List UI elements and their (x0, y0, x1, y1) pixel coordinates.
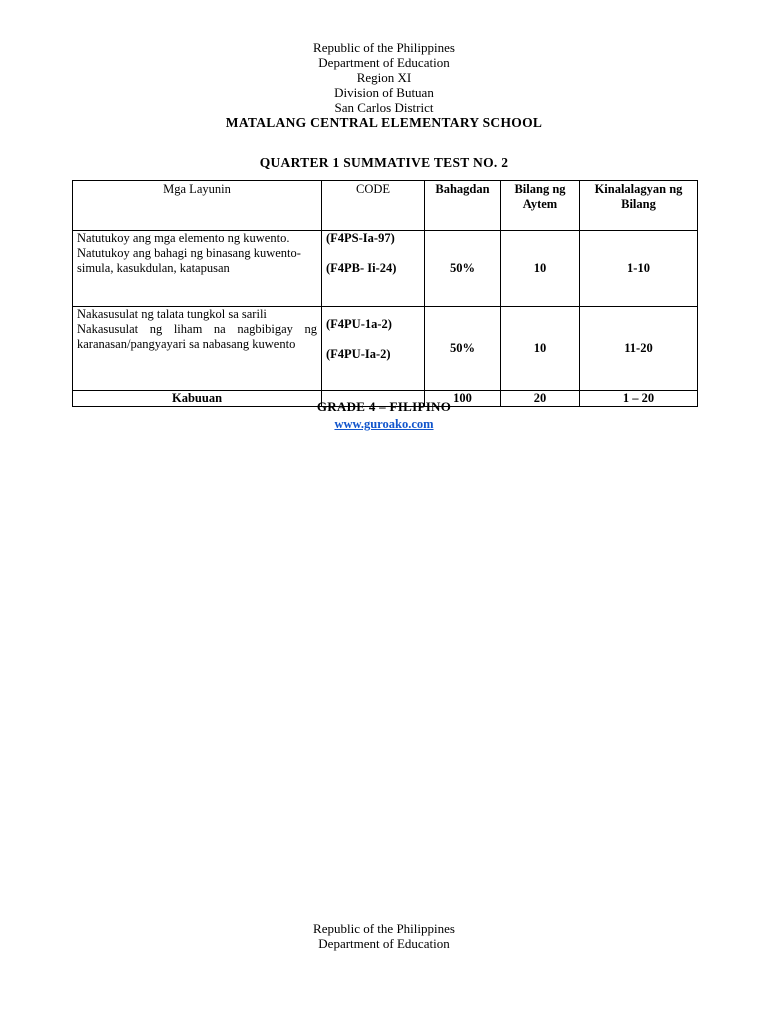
school-name: MATALANG CENTRAL ELEMENTARY SCHOOL (225, 115, 543, 130)
code-text: (F4PB- Ii-24) (326, 261, 397, 275)
region-line: Region XI (356, 70, 412, 85)
code-text: (F4PU-1a-2) (326, 317, 392, 331)
code-text: (F4PU-Ia-2) (326, 347, 391, 361)
placement-cell: 11-20 (580, 307, 698, 391)
code-cell (322, 231, 425, 307)
district-line: San Carlos District (334, 100, 434, 115)
items-cell: 10 (501, 307, 580, 391)
website-container (0, 415, 768, 433)
footer-department-line: Department of Education (318, 936, 450, 951)
department-line: Department of Education (318, 55, 450, 70)
header-objectives: Mga Layunin (73, 181, 322, 231)
header-items: Bilang ng Aytem (501, 181, 580, 231)
items-cell: 10 (501, 231, 580, 307)
total-placement: 1 – 20 (580, 391, 698, 407)
test-title: QUARTER 1 SUMMATIVE TEST NO. 2 (259, 155, 509, 170)
percent-cell: 50% (425, 307, 501, 391)
table-of-specifications (72, 180, 698, 407)
percent-cell: 50% (425, 231, 501, 307)
total-label: Kabuuan (73, 391, 322, 407)
objectives-cell (73, 307, 322, 391)
code-cell (322, 307, 425, 391)
total-percent: 100 (425, 391, 501, 407)
total-items: 20 (501, 391, 580, 407)
table-row (73, 307, 698, 391)
document-header (0, 40, 768, 130)
objective-text: Nakasusulat ng talata tungkol sa sarili (77, 307, 267, 321)
website-link[interactable]: www.guroako.com (334, 417, 434, 431)
objectives-cell (73, 231, 322, 307)
placement-cell: 1-10 (580, 231, 698, 307)
table-header-row (73, 181, 698, 231)
objective-text: Natutukoy ang mga elemento ng kuwento. (77, 231, 290, 245)
document-footer (0, 921, 768, 951)
table-row (73, 231, 698, 307)
republic-line: Republic of the Philippines (313, 40, 455, 55)
header-percent: Bahagdan (425, 181, 501, 231)
header-code: CODE (322, 181, 425, 231)
objective-text: Nakasusulat ng liham na nagbibigay ng karanasan/pangyayari sa nabasang kuwento (77, 322, 317, 351)
objective-text: Natutukoy ang bahagi ng binasang kuwento- simula, kasukdulan, katapusan (77, 246, 301, 275)
header-placement: Kinalalagyan ng Bilang (580, 181, 698, 231)
code-text: (F4PS-Ia-97) (326, 231, 395, 245)
division-line: Division of Butuan (334, 85, 434, 100)
grade-label: GRADE 4 – FILIPINO (316, 399, 452, 414)
footer-republic-line: Republic of the Philippines (313, 921, 455, 936)
